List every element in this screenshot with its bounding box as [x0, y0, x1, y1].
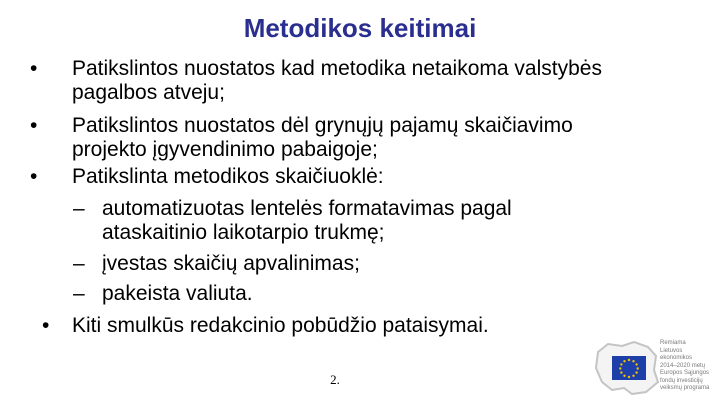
- sub-bullet-marker: –: [73, 252, 85, 275]
- bullet-line: Patikslinta metodikos skaičiuoklė:: [72, 165, 384, 188]
- sub-bullet-item: [73, 282, 702, 306]
- bullet-marker: •: [30, 57, 38, 80]
- bullet-item: [42, 314, 712, 338]
- lithuania-map-icon: [594, 338, 660, 398]
- bullet-line: projekto įgyvendinimo pabaigoje;: [72, 138, 378, 161]
- sub-bullet-line: automatizuotas lentelės formatavimas pagal: [102, 197, 512, 220]
- sub-bullet-line: įvestas skaičių apvalinimas;: [102, 252, 360, 275]
- bullet-line: Patikslintos nuostatos kad metodika netaikoma valstybės: [72, 57, 602, 80]
- sub-bullet-item: [73, 197, 702, 245]
- bullet-item: [30, 57, 710, 105]
- bullet-item: [30, 165, 710, 189]
- sub-bullet-marker: –: [73, 197, 85, 220]
- bullet-marker: •: [42, 314, 50, 337]
- bullet-line: Kiti smulkūs redakcinio pobūdžio pataisymai.: [72, 314, 489, 337]
- sub-bullet-marker: –: [73, 282, 85, 305]
- sub-bullet-line: pakeista valiuta.: [102, 282, 253, 305]
- bullet-line: Patikslintos nuostatos dėl grynųjų pajamų skaičiavimo: [72, 114, 573, 137]
- page-number: 2.: [330, 372, 340, 387]
- bullet-marker: •: [30, 114, 38, 137]
- sub-bullet-item: [73, 252, 702, 276]
- sub-bullet-line: ataskaitinio laikotarpio trukmę;: [102, 221, 385, 244]
- bullet-item: [30, 114, 710, 162]
- slide-title: Metodikos keitimai: [243, 13, 477, 43]
- bullet-line: pagalbos atveju;: [72, 81, 225, 104]
- bullet-marker: •: [30, 165, 38, 188]
- eu-funds-logo: [594, 338, 716, 398]
- logo-caption: Remiama Lietuvos ekonomikos 2014–2020 metų Europos Sąjungos fondų investicijų veiksmų programa: [660, 340, 710, 391]
